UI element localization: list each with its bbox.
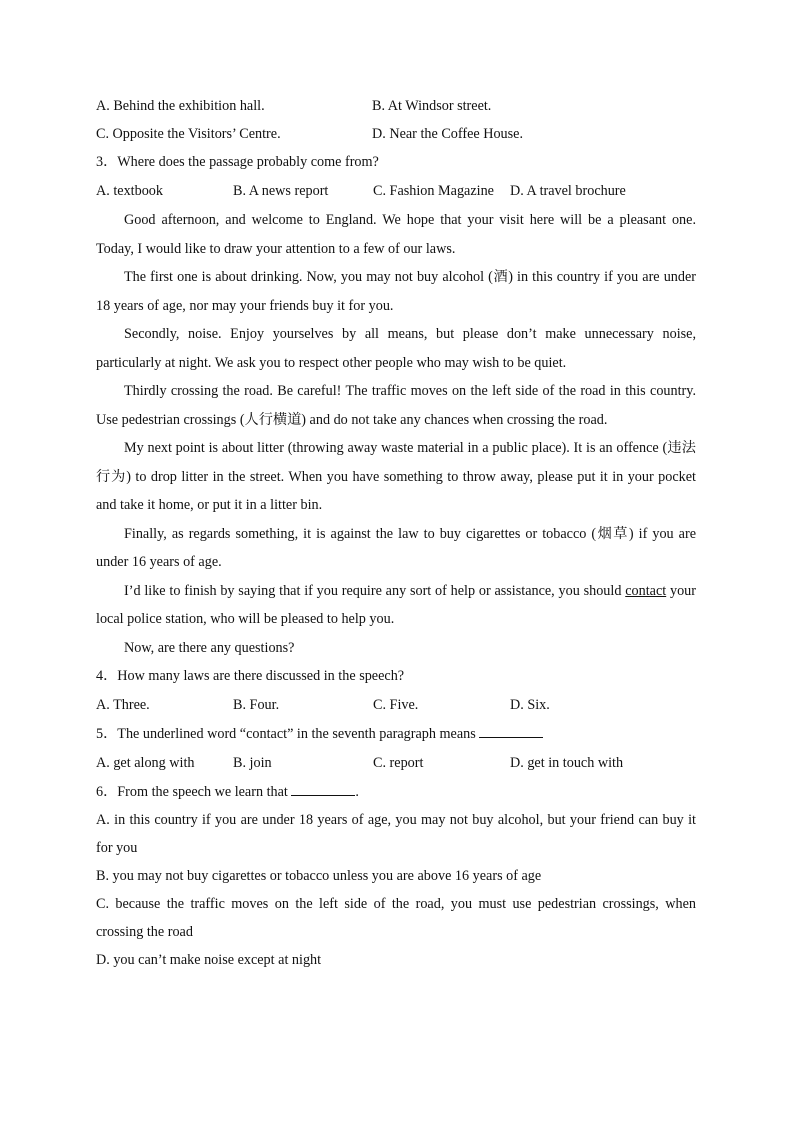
passage-paragraph-1: Good afternoon, and welcome to England. We hope that your visit here will be a pleasant one. Today, I would like to draw your attention to a few of our laws. (96, 212, 696, 257)
q6-option-a: A. in this country if you are under 18 years of age, you may not buy alcohol, but your friend can buy it for you (96, 812, 696, 856)
passage-paragraph-2: The first one is about drinking. Now, you may not buy alcohol (酒) in this country if you are under 18 years of age, nor may your friends buy it for you. (96, 269, 696, 314)
q4-options-row (96, 690, 696, 720)
q6-question-text: 6．From the speech we learn that (96, 784, 292, 800)
q3-question: 3．Where does the passage probably come from? (96, 154, 379, 170)
q5-option-d: D. get in touch with (510, 754, 624, 771)
paragraph-7-text-after: your local police station, who will be pleased to help you. (96, 582, 696, 627)
q2-options-row-1 (96, 92, 696, 120)
q5-option-b: B. join (233, 754, 272, 771)
q2-option-b: B. At Windsor street. (372, 97, 492, 114)
q3-option-b: B. A news report (233, 182, 329, 199)
q4-question: 4．How many laws are there discussed in the speech? (96, 668, 405, 684)
q3-option-c: C. Fashion Magazine (373, 182, 494, 199)
q2-option-a: A. Behind the exhibition hall. (96, 97, 265, 114)
q2-option-c: C. Opposite the Visitors’ Centre. (96, 125, 281, 142)
q5-question-text: 5．The underlined word “contact” in the seventh paragraph means (96, 726, 480, 742)
passage-paragraph-6: Finally, as regards something, it is against the law to buy cigarettes or tobacco (烟草) if you are under 16 years of age. (96, 525, 696, 570)
q2-options-row-2 (96, 120, 696, 148)
q2-option-d: D. Near the Coffee House. (372, 125, 524, 142)
q6-question (96, 778, 696, 806)
q3-option-a: A. textbook (96, 182, 163, 199)
passage-paragraph-8: Now, are there any questions? (124, 639, 295, 656)
q5-question (96, 720, 696, 748)
q5-option-c: C. report (373, 754, 424, 771)
q5-answer-blank (479, 723, 543, 738)
passage-paragraph-5: My next point is about litter (throwing away waste material in a public place). It is an offence (违法行为) to drop litter in the street. When you have something to throw away, please put it in your pocket and take it home, or put it in a litter bin. (96, 440, 696, 513)
q6-answer-blank (291, 781, 355, 796)
q4-option-b: B. Four. (233, 696, 280, 713)
q4-option-a: A. Three. (96, 696, 150, 713)
passage-paragraph-4: Thirdly crossing the road. Be careful! The traffic moves on the left side of the road in this country. Use pedestrian crossings (人行横道) and do not take any chances when crossing the road. (96, 383, 696, 428)
passage-paragraph-7 (96, 577, 696, 634)
q4-option-c: C. Five. (373, 696, 419, 713)
q5-options-row (96, 748, 696, 778)
underlined-word-contact: contact (625, 582, 667, 599)
q6-option-b: B. you may not buy cigarettes or tobacco unless you are above 16 years of age (96, 868, 542, 884)
q4-option-d: D. Six. (510, 696, 550, 713)
paragraph-7-text-before: I’d like to finish by saying that if you require any sort of help or assistance, you should (124, 582, 626, 599)
q6-question-end: . (355, 784, 359, 800)
document-page (96, 92, 696, 974)
q5-option-a: A. get along with (96, 754, 195, 771)
q3-options-row (96, 176, 696, 206)
q6-option-d: D. you can’t make noise except at night (96, 952, 322, 968)
passage-paragraph-3: Secondly, noise. Enjoy yourselves by all means, but please don’t make unnecessary noise, particularly at night. We ask you to respect other people who may wish to be quiet. (96, 326, 696, 371)
q3-option-d: D. A travel brochure (510, 182, 626, 199)
q6-option-c: C. because the traffic moves on the left side of the road, you must use pedestrian crossings, when crossing the road (96, 896, 696, 940)
